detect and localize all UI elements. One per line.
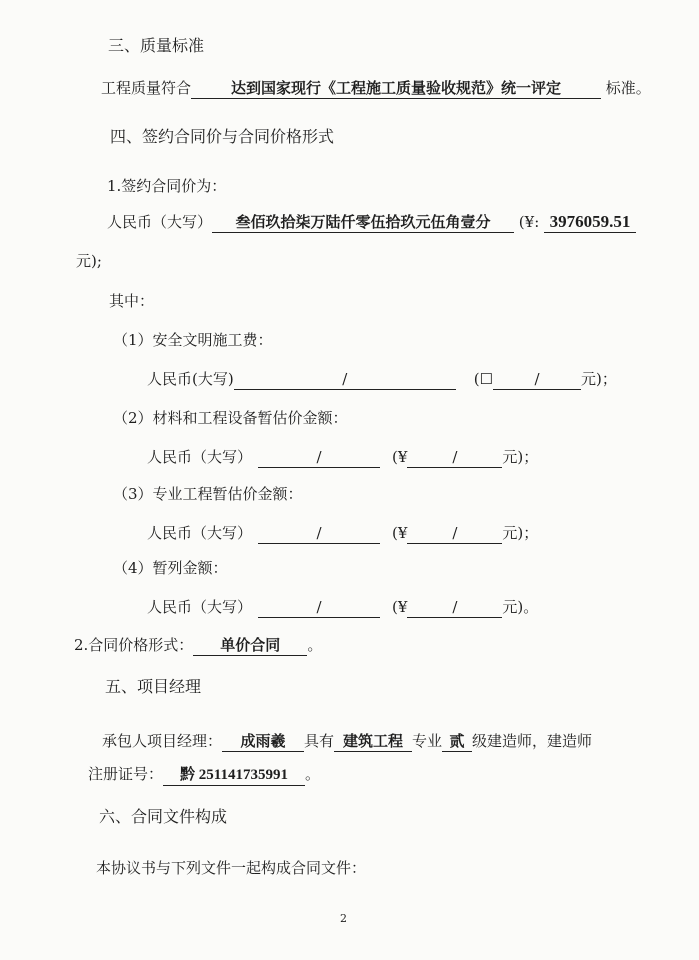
manager-name: 成雨羲 (222, 731, 304, 752)
price-form-line (74, 634, 322, 656)
sub2-title: （2）材料和工程设备暂估价金额： (113, 409, 348, 427)
contract-price-line (107, 211, 636, 233)
contract-price-close: 元); (76, 252, 102, 270)
sub4-open: (¥ (392, 598, 408, 616)
sub4-prefix: 人民币（大写） (147, 598, 253, 616)
manager-level-suffix: 级建造师，建造师 (472, 732, 593, 750)
sub4-title: （4）暂列金额： (113, 559, 228, 577)
manager-prefix: 承包人项目经理： (102, 732, 223, 750)
sub2-prefix: 人民币（大写） (147, 448, 253, 466)
sub1-prefix: 人民币(大写) (147, 370, 234, 388)
cert-suffix: 。 (305, 765, 321, 783)
price-form-prefix: 2.合同价格形式： (74, 636, 194, 654)
among-label: 其中： (109, 292, 155, 310)
manager-major-suffix: 专业 (412, 732, 443, 750)
sub1-close: 元)； (581, 370, 617, 388)
sub4-line (147, 596, 538, 618)
sub1-line (147, 368, 617, 390)
section-5-heading: 五、项目经理 (105, 677, 202, 696)
sub2-words: / (258, 447, 380, 468)
sub2-amount: / (407, 447, 502, 468)
price-form-value: 单价合同 (193, 635, 307, 656)
section-4-heading: 四、签约合同价与合同价格形式 (110, 127, 335, 146)
contract-price-label: 1.签约合同价为： (107, 177, 227, 195)
project-manager-line (102, 730, 592, 752)
contract-price-amount: 3976059.51 (544, 212, 636, 233)
sub1-words: / (234, 369, 456, 390)
sub3-title: （3）专业工程暂估价金额： (113, 485, 303, 503)
sub1-title: （1）安全文明施工费： (113, 331, 273, 349)
page-number: 2 (340, 912, 347, 925)
sub3-close: 元)； (502, 524, 539, 542)
quality-standard-line (101, 77, 651, 99)
sub2-line (147, 446, 538, 468)
sub1-open: (☐ (473, 370, 494, 388)
sub3-amount: / (407, 523, 502, 544)
sub4-amount: / (407, 597, 502, 618)
quality-standard-value: 达到国家现行《工程施工质量验收规范》统一评定 (191, 78, 601, 99)
sub3-words: / (258, 523, 380, 544)
sub4-close: 元)。 (502, 598, 539, 616)
sub1-amount: / (493, 369, 581, 390)
section-3-heading: 三、质量标准 (108, 36, 205, 55)
sub3-line (147, 522, 538, 544)
contract-price-words: 叁佰玖拾柒万陆仟零伍拾玖元伍角壹分 (212, 212, 514, 233)
manager-level: 贰 (442, 731, 472, 752)
section-6-heading: 六、合同文件构成 (99, 807, 228, 826)
manager-major: 建筑工程 (334, 731, 412, 752)
quality-prefix: 工程质量符合 (101, 79, 192, 97)
cert-prefix: 注册证号： (88, 765, 164, 783)
contract-price-open: (¥: (518, 213, 540, 231)
manager-has: 具有 (304, 732, 335, 750)
cert-number: 黔 251141735991 (163, 765, 305, 786)
price-form-suffix: 。 (307, 636, 323, 654)
sub3-prefix: 人民币（大写） (147, 524, 253, 542)
sub2-open: (¥ (392, 448, 408, 466)
certificate-line (88, 763, 320, 786)
contract-price-prefix: 人民币（大写） (107, 213, 213, 231)
quality-suffix: 标准。 (605, 79, 651, 97)
contract-documents-text: 本协议书与下列文件一起构成合同文件： (96, 859, 367, 877)
sub4-words: / (258, 597, 380, 618)
sub3-open: (¥ (392, 524, 408, 542)
sub2-close: 元)； (502, 448, 539, 466)
